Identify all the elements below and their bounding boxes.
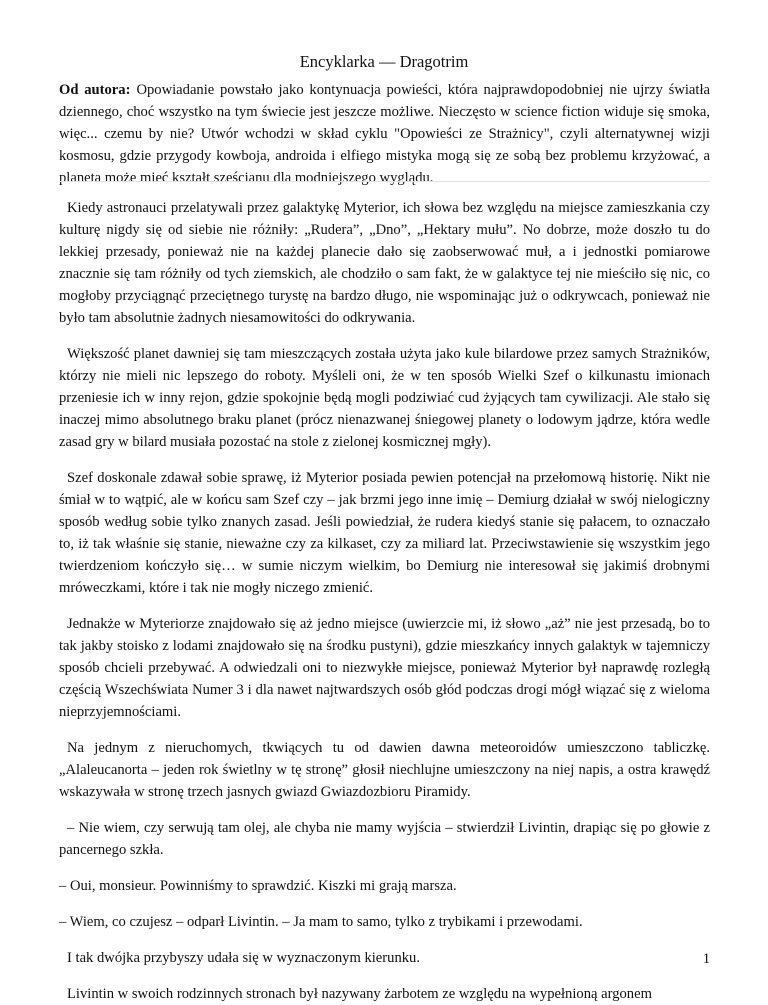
paragraph: Jednakże w Myteriorze znajdowało się aż jedno miejsce (uwierzcie mi, iż słowo „aż” nie jest przesadą, bo to tak jakby stoisko z lodami znajdowało się na środku pustyni), gdzie mieszkańcy innych galaktyk w tajemniczy sposób chcieli przebywać. A odwiedzali oni to niezwykłe miejsce, ponieważ Myterior był naprawdę rozległą częścią Wszechświata Numer 3 i dla nawet najtwardszych osób głód podczas drogi mógł wiązać się z wieloma nieprzyjemnościami. [59, 616, 710, 720]
paragraph: I tak dwójka przybyszy udała się w wyznaczonym kierunku. [67, 950, 420, 966]
paragraph: Na jednym z nieruchomych, tkwiących tu od dawien dawna meteoroidów umieszczono tabliczkę. „Alaleucanorta – jeden rok świetlny w tę stronę” głosił niechlujne umieszczony na niej napis, a ostra krawędź wskazywała w stronę trzech jasnych gwiazd Gwiazdozbioru Piramidy. [59, 740, 710, 800]
preface-text: Opowiadanie powstało jako kontynuacja powieści, która najprawdopodobniej nie ujrzy światła dziennego, choć wszystko na tym świecie jest jeszcze możliwe. Nieczęsto w science fiction widuje się smoka, więc... czemu by nie? Utwór wchodzi w skład cyklu "Opowieści ze Strażnicy", czyli alternatywnej wizji kosmosu, gdzie przygody kowboja, androida i elfiego mistyka mogą się ze sobą bez problemu krzyżować, a planeta może mieć kształt sześcianu dla modniejszego wyglądu. [59, 82, 710, 186]
paragraph: Kiedy astronauci przelatywali przez galaktykę Myterior, ich słowa bez względu na miejsce zamieszkania czy kulturę nigdy się od siebie nie różniły: „Rudera”, „Dno”, „Hektary mułu”. No dobrze, może doszło tu do lekkiej przesady, ponieważ nie na każdej planecie dało się zaobserwować muł, a i jednostki pomiarowe znacznie się tam różniły od tych ziemskich, ale chodziło o sam fakt, że w galaktyce tej nie mieściło się nic, co mogłoby przyciągnąć przeciętnego turystę na bardzo długo, nie wspominając już o odkrywcach, ponieważ nie było tam absolutnie żadnych niesamowitości do odkrywania. [59, 200, 710, 326]
document-title: Encyklarka — Dragotrim [299, 52, 469, 71]
page-number: 1 [702, 951, 710, 967]
dialogue-line: – Nie wiem, czy serwują tam olej, ale chyba nie mamy wyjścia – stwierdził Livintin, drapiąc się po głowie z pancernego szkła. [59, 820, 710, 858]
dialogue-line: – Wiem, co czujesz – odparł Livintin. – Ja mam to samo, tylko z trybikami i przewodami. [59, 914, 583, 930]
preface-divider [59, 181, 710, 182]
paragraph: Większość planet dawniej się tam mieszczących została użyta jako kule bilardowe przez samych Strażników, którzy nie mieli nic lepszego do roboty. Myśleli oni, że w ten sposób Wielki Szef o kilkunastu imionach przeniesie ich w inny rejon, gdzie spokojnie będą mogli podziwiać cud żyjących tam cywilizacji. Ale stało się inaczej mimo absolutnego braku planet (prócz nienazwanej śniegowej planety o lodowym jądrze, która wedle zasad gry w bilard musiała pozostać na stole z zielonej kosmicznej mgły). [59, 346, 710, 450]
author-preface [59, 79, 710, 189]
preface-label: Od autora: [59, 82, 131, 98]
story-body [59, 197, 710, 1005]
dialogue-line: – Oui, monsieur. Powinniśmy to sprawdzić. Kiszki mi grają marsza. [59, 878, 457, 894]
paragraph: Livintin w swoich rodzinnych stronach był nazywany żarbotem ze względu na wypełnioną argonem [67, 986, 652, 1002]
paragraph: Szef doskonale zdawał sobie sprawę, iż Myterior posiada pewien potencjał na przełomową historię. Nikt nie śmiał w to wątpić, ale w końcu sam Szef czy – jak brzmi jego inne imię – Demiurg działał w swój nielogiczny sposób według sobie tylko znanych zasad. Jeśli powiedział, że rudera kiedyś stanie się pałacem, to oznaczało to, iż tak właśnie się stanie, nieważne czy za kilkaset, czy za miliard lat. Przeciwstawienie się wszystkim jego twierdzeniom kończyło się… w sumie niczym wielkim, bo Demiurg nie interesował się jakimiś drobnymi mróweczkami, które i tak nie mogły niczego zmienić. [59, 470, 710, 596]
